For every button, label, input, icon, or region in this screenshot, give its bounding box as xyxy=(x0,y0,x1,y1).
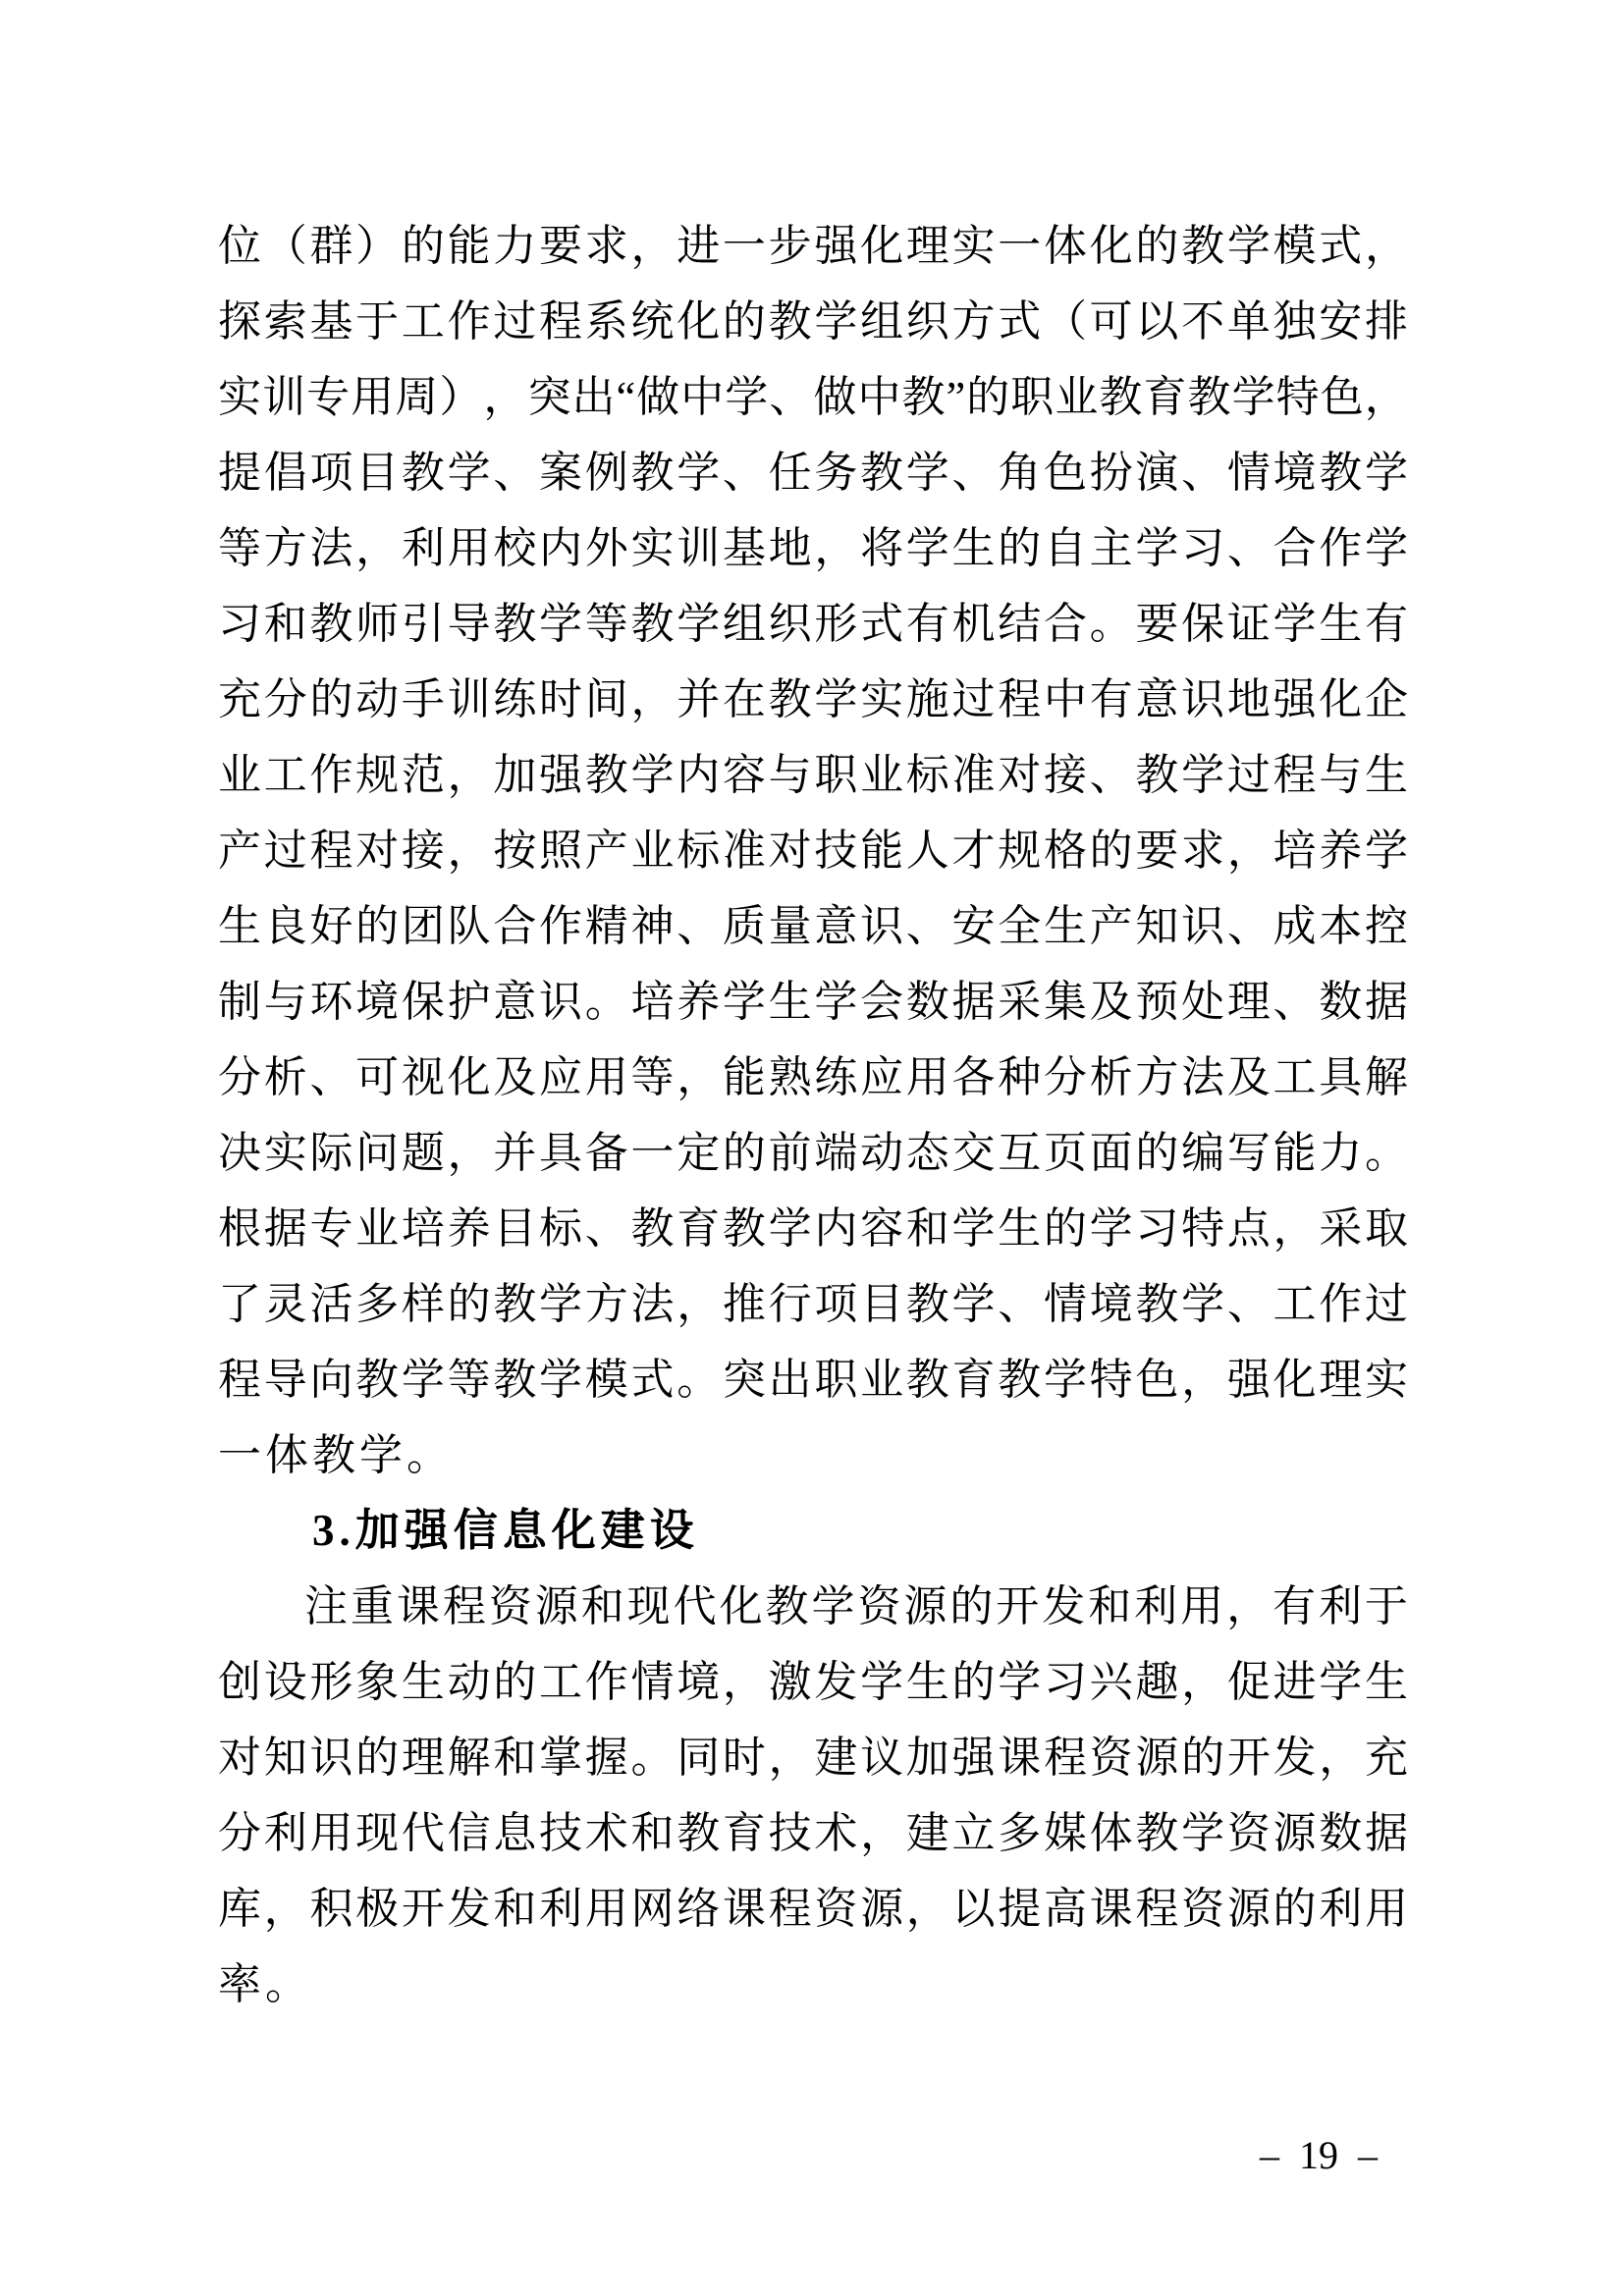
section-heading: 3.加强信息化建设 xyxy=(312,1506,699,1555)
body-text-line: 一体教学。 xyxy=(218,1431,454,1479)
body-text-line: 实 训 专 用 周 ） ， 突 出 “ 做 中 学 、 做 中 教 ” 的 职 业 教 育 教 学 特 色 ， xyxy=(218,373,1408,421)
body-text-line: 决 实 际 问 题 ， 并 具 备 一 定 的 前 端 动 态 交 互 页 面 的 编 写 能 力 。 xyxy=(218,1129,1408,1177)
body-text-line: 程 导 向 教 学 等 教 学 模 式 。 突 出 职 业 教 育 教 学 特 色 ， 强 化 理 实 xyxy=(218,1356,1408,1404)
body-text-line: 库 ， 积 极 开 发 和 利 用 网 络 课 程 资 源 ， 以 提 高 课 程 资 源 的 利 用 xyxy=(218,1885,1408,1933)
body-text-line: 创 设 形 象 生 动 的 工 作 情 境 ， 激 发 学 生 的 学 习 兴 趣 ， 促 进 学 生 xyxy=(218,1658,1408,1706)
body-text-line: 对 知 识 的 理 解 和 掌 握 。 同 时 ， 建 议 加 强 课 程 资 源 的 开 发 ， 充 xyxy=(218,1734,1408,1782)
document-body xyxy=(218,208,1408,2022)
body-text-line: 率。 xyxy=(218,1960,312,2008)
body-text-line: 分 利 用 现 代 信 息 技 术 和 教 育 技 术 ， 建 立 多 媒 体 教 学 资 源 数 据 xyxy=(218,1809,1408,1857)
body-text-line: 充 分 的 动 手 训 练 时 间 ， 并 在 教 学 实 施 过 程 中 有 意 识 地 强 化 企 xyxy=(218,675,1408,723)
body-text-line: 习 和 教 师 引 导 教 学 等 教 学 组 织 形 式 有 机 结 合 。 要 保 证 学 生 有 xyxy=(218,600,1408,648)
body-text-line: 位 （ 群 ） 的 能 力 要 求 ， 进 一 步 强 化 理 实 一 体 化 的 教 学 模 式 ， xyxy=(218,222,1408,270)
body-text-line: 业 工 作 规 范 ， 加 强 教 学 内 容 与 职 业 标 准 对 接 、 教 学 过 程 与 生 xyxy=(218,751,1408,799)
body-text-line: 探 索 基 于 工 作 过 程 系 统 化 的 教 学 组 织 方 式 （ 可 以 不 单 独 安 排 xyxy=(218,297,1408,346)
body-text-line: 注 重 课 程 资 源 和 现 代 化 教 学 资 源 的 开 发 和 利 用 ， 有 利 于 xyxy=(304,1582,1408,1630)
body-text-line: 生 良 好 的 团 队 合 作 精 神 、 质 量 意 识 、 安 全 生 产 知 识 、 成 本 控 xyxy=(218,902,1408,950)
body-text-line: 提 倡 项 目 教 学 、 案 例 教 学 、 任 务 教 学 、 角 色 扮 演 、 情 境 教 学 xyxy=(218,449,1408,497)
body-text-line: 制 与 环 境 保 护 意 识 。 培 养 学 生 学 会 数 据 采 集 及 预 处 理 、 数 据 xyxy=(218,978,1408,1026)
body-text-line: 了 灵 活 多 样 的 教 学 方 法 ， 推 行 项 目 教 学 、 情 境 教 学 、 工 作 过 xyxy=(218,1280,1408,1328)
page-number: – 19 – xyxy=(1260,2133,1378,2177)
body-text-line: 产 过 程 对 接 ， 按 照 产 业 标 准 对 技 能 人 才 规 格 的 要 求 ， 培 养 学 xyxy=(218,827,1408,875)
body-text-line: 根 据 专 业 培 养 目 标 、 教 育 教 学 内 容 和 学 生 的 学 习 特 点 ， 采 取 xyxy=(218,1204,1408,1253)
body-text-line: 分 析 、 可 视 化 及 应 用 等 ， 能 熟 练 应 用 各 种 分 析 方 法 及 工 具 解 xyxy=(218,1053,1408,1101)
body-text-line: 等 方 法 ， 利 用 校 内 外 实 训 基 地 ， 将 学 生 的 自 主 学 习 、 合 作 学 xyxy=(218,524,1408,572)
